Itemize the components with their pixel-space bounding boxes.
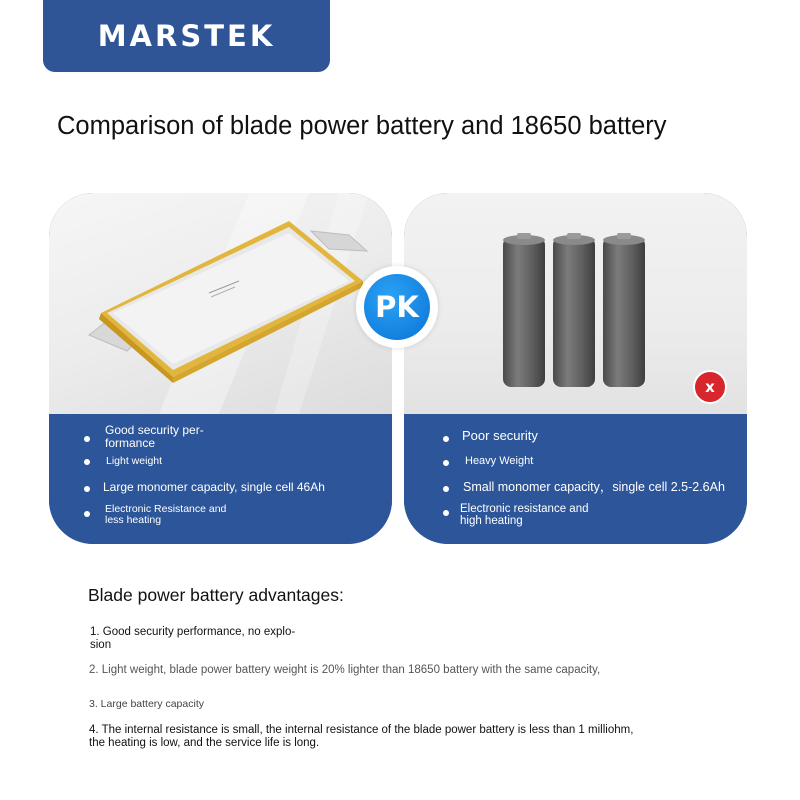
18650-features-list bbox=[404, 414, 747, 544]
blade-battery-illustration bbox=[49, 193, 392, 414]
advantage-line: the heating is low, and the service life is long. bbox=[89, 737, 320, 750]
brand-logo-text: MARSTEK bbox=[97, 19, 276, 53]
blade-battery-image bbox=[49, 193, 392, 414]
list-item: Light weight bbox=[106, 455, 163, 467]
pk-badge bbox=[356, 266, 438, 348]
advantages-heading: Blade power battery advantages: bbox=[88, 585, 344, 605]
item-line: Good security per- bbox=[105, 423, 204, 437]
item-line: Electronic resistance and bbox=[460, 503, 589, 515]
list-item: Poor security bbox=[462, 428, 538, 443]
bullet-dot bbox=[84, 436, 90, 442]
item-line: less heating bbox=[105, 513, 162, 526]
advantage-item bbox=[90, 626, 295, 652]
bullet-dot bbox=[443, 460, 449, 466]
x-mark-icon: x bbox=[693, 370, 727, 404]
cell-2 bbox=[553, 233, 595, 387]
list-item: Small monomer capacity，single cell 2.5-2.6Ah bbox=[463, 480, 725, 494]
brand-logo-box bbox=[43, 0, 330, 72]
list-item: Heavy Weight bbox=[465, 455, 534, 467]
bullet-dot bbox=[443, 486, 449, 492]
list-item: Large monomer capacity, single cell 46Ah bbox=[103, 480, 325, 494]
list-item bbox=[460, 504, 588, 527]
page-title: Comparison of blade power battery and 18650 battery bbox=[57, 112, 667, 140]
advantage-item: 2. Light weight, blade power battery weight is 20% lighter than 18650 battery with the same capacity, bbox=[89, 664, 601, 676]
18650-battery-card bbox=[404, 193, 747, 544]
cell-3 bbox=[603, 233, 645, 387]
bullet-dot bbox=[84, 511, 90, 517]
item-line: high heating bbox=[460, 514, 523, 527]
bullet-dot bbox=[443, 510, 449, 516]
item-line: formance bbox=[105, 435, 156, 450]
item-line: Electronic Resistance and bbox=[105, 503, 227, 515]
advantage-item: 3. Large battery capacity bbox=[89, 698, 204, 710]
bullet-dot bbox=[84, 486, 90, 492]
blade-features-list bbox=[49, 414, 392, 544]
advantage-line: 1. Good security performance, no explo- bbox=[90, 626, 296, 638]
pk-badge-label: PK bbox=[364, 274, 430, 340]
advantage-item bbox=[89, 724, 633, 750]
bullet-dot bbox=[443, 436, 449, 442]
list-item bbox=[105, 504, 226, 525]
bullet-dot bbox=[84, 459, 90, 465]
blade-battery-card bbox=[49, 193, 392, 544]
advantage-line: 4. The internal resistance is small, the internal resistance of the blade power battery is less than 1 milliohm, bbox=[89, 724, 634, 736]
18650-battery-image bbox=[404, 193, 747, 414]
advantage-line: sion bbox=[90, 639, 112, 652]
cell-1 bbox=[503, 233, 545, 387]
list-item bbox=[105, 424, 204, 449]
